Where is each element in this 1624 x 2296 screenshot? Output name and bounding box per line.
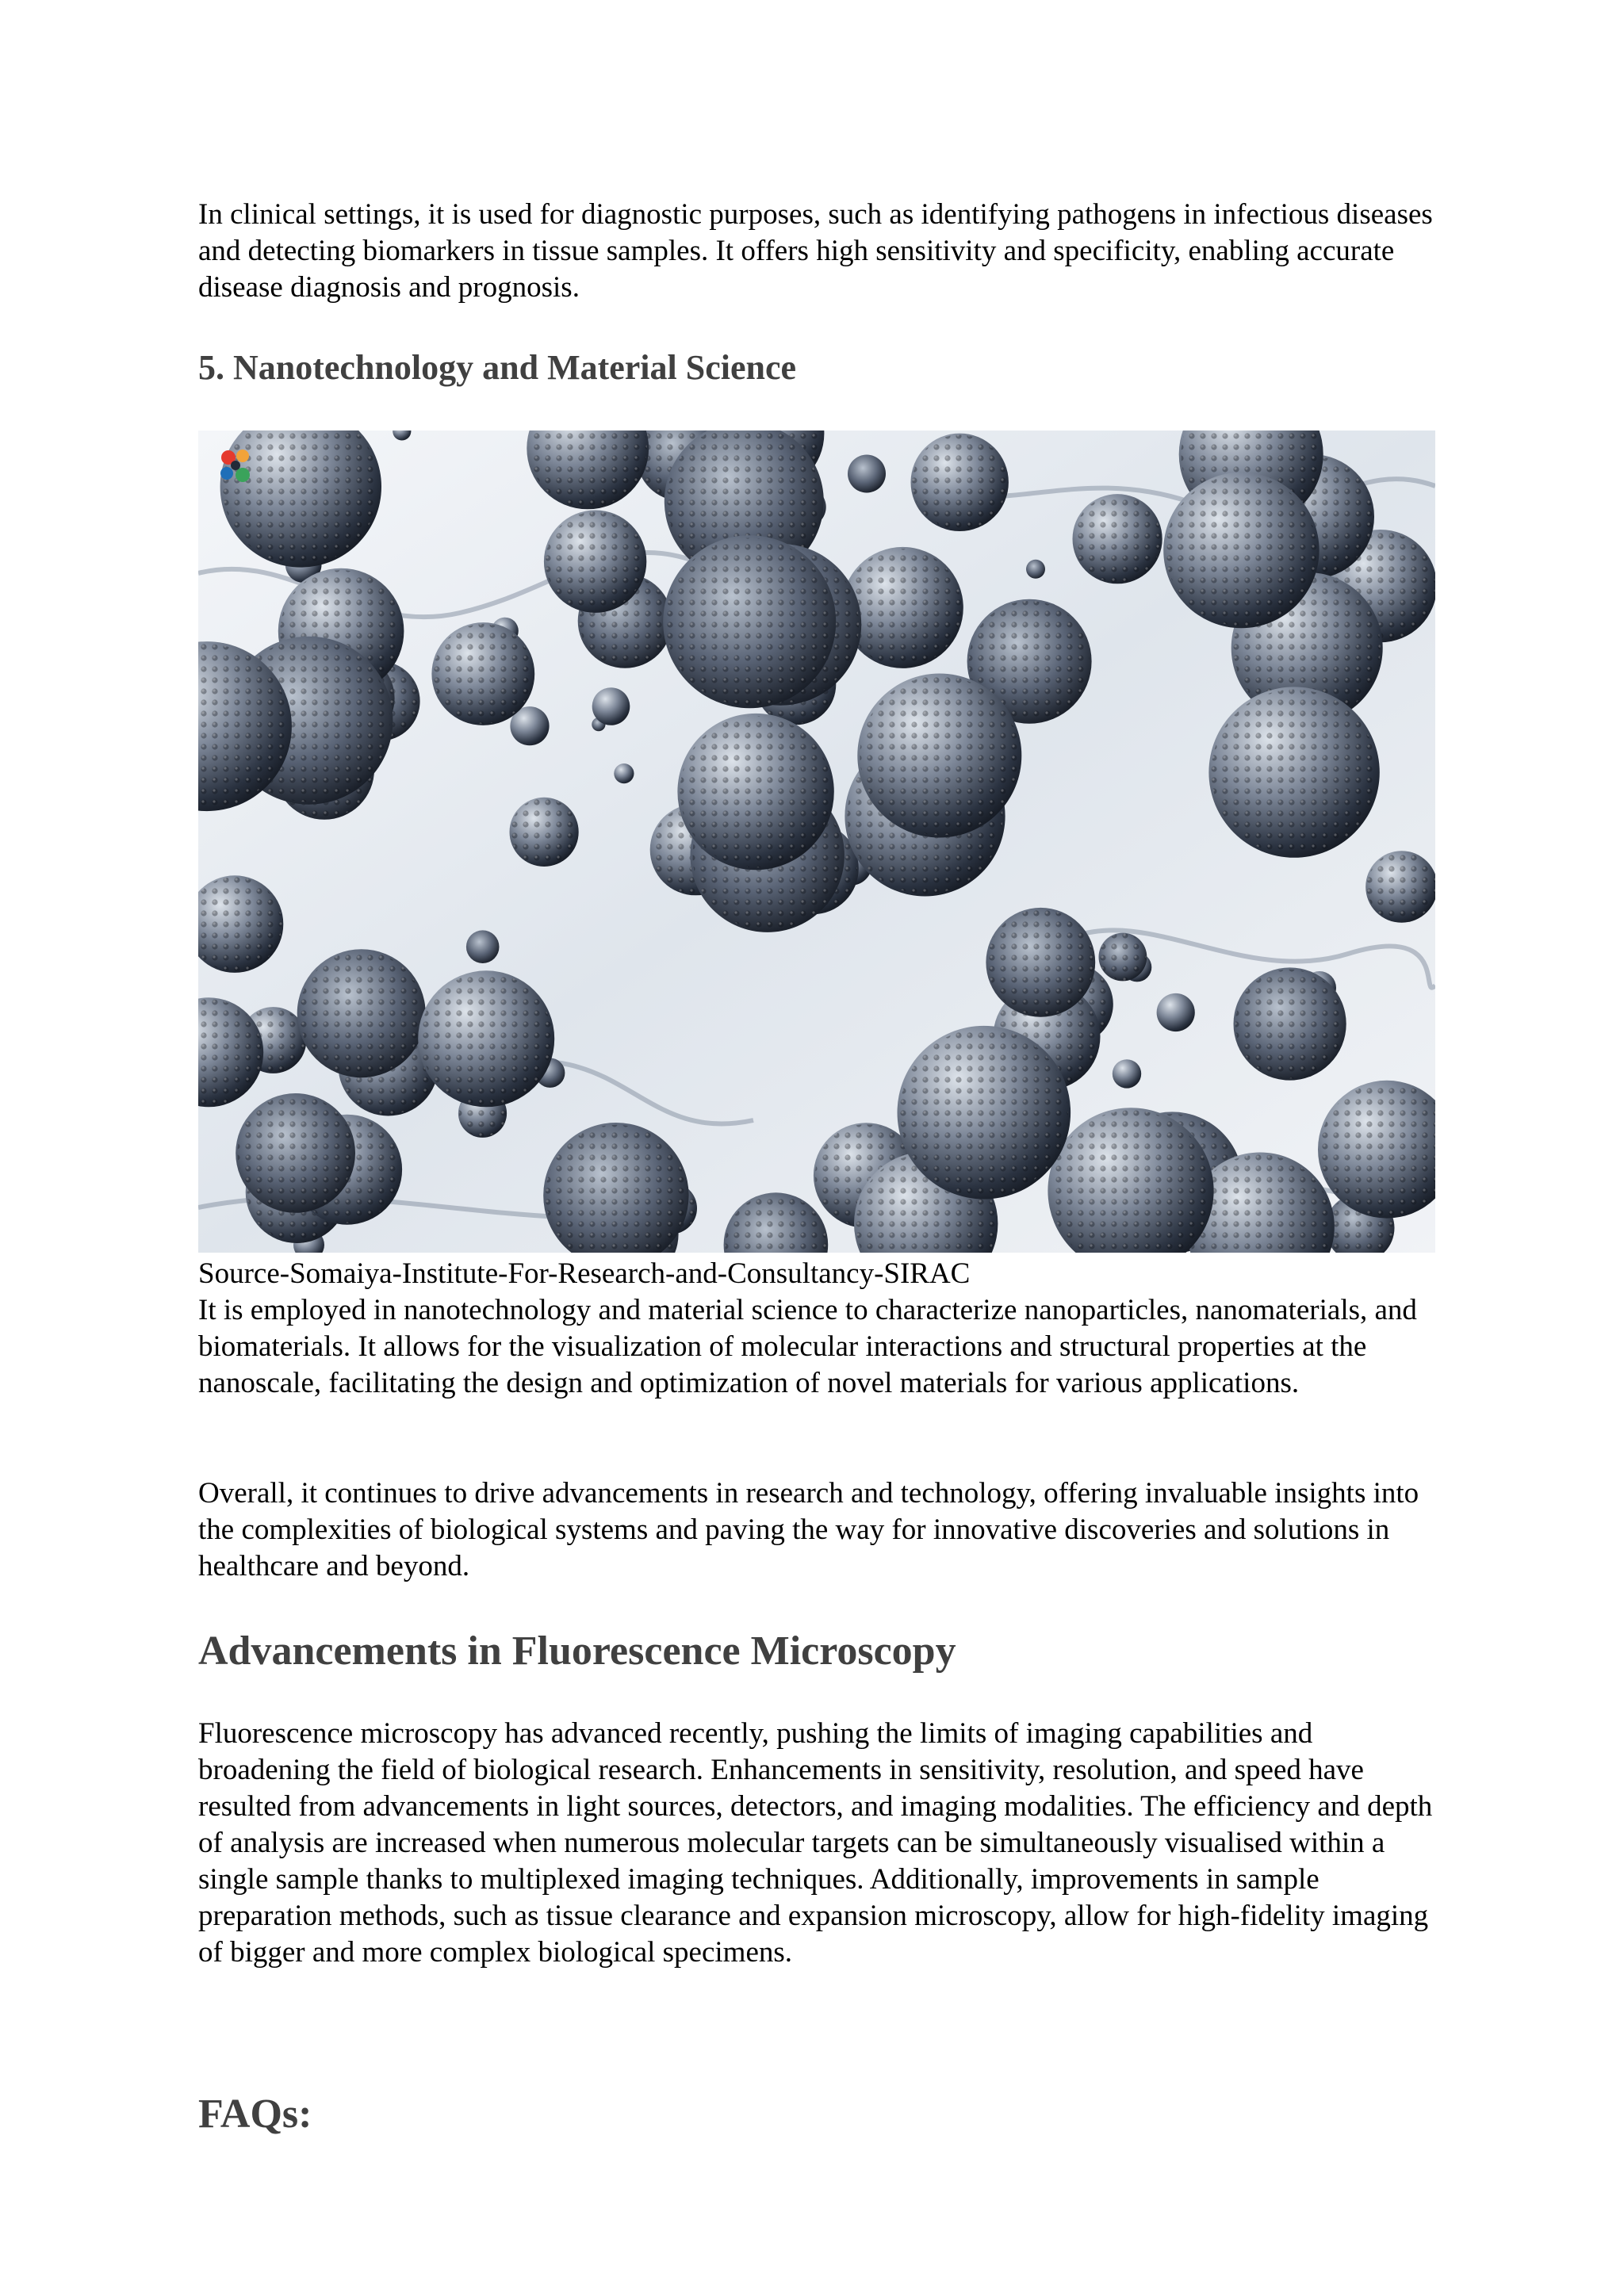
nanoparticle-sphere bbox=[466, 930, 500, 963]
sphere-texture bbox=[844, 549, 961, 666]
nanoparticle-sphere bbox=[1113, 1059, 1141, 1088]
sphere-texture bbox=[1367, 852, 1435, 922]
nanoparticle-spheres-image bbox=[198, 430, 1435, 1253]
sphere-texture bbox=[511, 798, 578, 866]
sphere-texture bbox=[1099, 934, 1146, 981]
nanoparticle-sphere bbox=[1026, 560, 1045, 579]
paragraph-overall: Overall, it continues to drive advancements in research and technology, offering invaluable insights into the complexities of biological systems and paving the way for innovative discoveries and solutions in healthcare and beyond. bbox=[198, 1477, 1419, 1582]
sphere-texture bbox=[1235, 970, 1345, 1079]
nanoparticle-sphere bbox=[592, 687, 630, 725]
sphere-texture bbox=[299, 951, 423, 1076]
nanoparticle-sphere bbox=[1157, 993, 1195, 1031]
sphere-texture bbox=[860, 676, 1019, 836]
sphere-texture bbox=[420, 973, 553, 1105]
heading-advancements: Advancements in Fluorescence Microscopy bbox=[198, 1628, 956, 1674]
sphere-texture bbox=[988, 909, 1094, 1016]
sphere-texture bbox=[900, 1028, 1068, 1196]
sphere-texture bbox=[433, 624, 533, 724]
sphere-texture bbox=[1212, 690, 1377, 855]
paragraph-clinical: In clinical settings, it is used for diagnostic purposes, such as identifying pathogens in infectious diseases and detecting biomarkers in tissue samples. It offers high sensitivity and specificity, enabling accurate disease diagnosis and prognosis. bbox=[198, 198, 1433, 304]
sphere-texture bbox=[546, 512, 645, 611]
heading-nanotechnology: 5. Nanotechnology and Material Science bbox=[198, 348, 797, 387]
paragraph-advancements: Fluorescence microscopy has advanced recently, pushing the limits of imaging capabilities and broadening the field of biological research. Enhancements in sensitivity, resolution, and speed have resulted from advancements in light sources, detectors, and imaging modalities. The efficiency and depth of analysis are increased when numerous molecular targets can be simultaneously visualised within a single sample thanks to multiplexed imaging techniques. Additionally, improvements in sample preparation methods, such as tissue clearance and expansion microscopy, allow for high-fidelity imaging of bigger and more complex biological specimens. bbox=[198, 1717, 1433, 1969]
figure-caption: Source-Somaiya-Institute-For-Research-and-Consultancy-SIRAC bbox=[198, 1257, 971, 1290]
nanoparticle-sphere bbox=[848, 455, 886, 493]
nanoparticle-figure bbox=[198, 430, 1435, 1253]
sphere-texture bbox=[666, 538, 833, 706]
sphere-texture bbox=[237, 1095, 353, 1211]
paragraph-nanotechnology: It is employed in nanotechnology and material science to characterize nanoparticles, nanomaterials, and biomaterials. It allows for the visualization of molecular interactions and structural properties at the nanoscale, facilitating the design and optimization of novel materials for various applications. bbox=[198, 1294, 1417, 1399]
sphere-texture bbox=[680, 716, 831, 867]
sphere-texture bbox=[1074, 496, 1161, 583]
nanoparticle-sphere bbox=[614, 763, 634, 783]
sphere-texture bbox=[912, 435, 1007, 530]
heading-faqs: FAQs: bbox=[198, 2091, 312, 2137]
sphere-texture bbox=[1166, 475, 1316, 626]
